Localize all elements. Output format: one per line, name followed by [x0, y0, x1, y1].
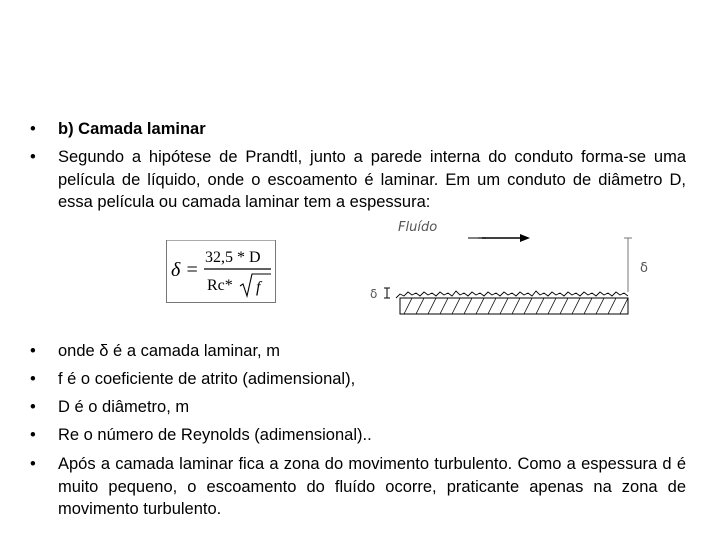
bullet-item-d: [30, 396, 686, 419]
wall-hatching: [404, 298, 628, 314]
bullet-dot: •: [30, 455, 36, 473]
bullet-item-turbulent: [30, 453, 686, 521]
formula-numerator: 32,5 * D: [205, 249, 261, 266]
definition-delta: onde δ é a camada laminar, m: [58, 342, 280, 360]
bullet-dot: •: [30, 426, 36, 444]
formula-denominator: Rc*: [207, 277, 233, 294]
flow-arrow-head: [520, 234, 530, 242]
bullet-dot: •: [30, 120, 36, 138]
bullet-item-f: [30, 368, 686, 391]
definition-f: f é o coeficiente de atrito (adimensional),: [58, 370, 356, 388]
bullet-dot: •: [30, 342, 36, 360]
formula-top-border: [167, 240, 275, 241]
formula-lhs: δ =: [171, 259, 199, 281]
bullet-dot: •: [30, 370, 36, 388]
delta-label: δ: [640, 261, 648, 276]
bullet-item-title: [30, 118, 686, 141]
section-heading: b) Camada laminar: [58, 120, 206, 138]
formula-box: [166, 240, 276, 303]
formula-svg: [167, 240, 275, 302]
small-delta-label: δ: [370, 287, 378, 301]
bullet-item-delta: [30, 340, 686, 363]
paragraph-turbulent: Após a camada laminar fica a zona do movimento turbulento. Como a espessura d é muito pequeno, o escoamento do fluído ocorre, praticante apenas na zona de movimento turbulento.: [58, 455, 686, 518]
laminar-layer-edge: [396, 291, 628, 298]
formula-radicand: f: [256, 279, 261, 296]
definition-re: Re o número de Reynolds (adimensional)..: [58, 426, 372, 444]
bullet-item-re: [30, 424, 686, 447]
definition-d: D é o diâmetro, m: [58, 398, 190, 416]
figure-svg: [360, 216, 660, 320]
bullet-item-prandtl: [30, 146, 686, 212]
bullet-dot: •: [30, 148, 36, 166]
pipe-wall: [400, 298, 628, 314]
flow-label: Fluído: [398, 220, 438, 235]
boundary-layer-figure: [360, 216, 660, 325]
bullet-dot: •: [30, 398, 36, 416]
paragraph-prandtl: Segundo a hipótese de Prandtl, junto a parede interna do conduto forma-se uma película de líquido, onde o escoamento é laminar. Em um conduto de diâmetro D, essa película ou camada laminar tem a espessura:: [58, 148, 686, 211]
